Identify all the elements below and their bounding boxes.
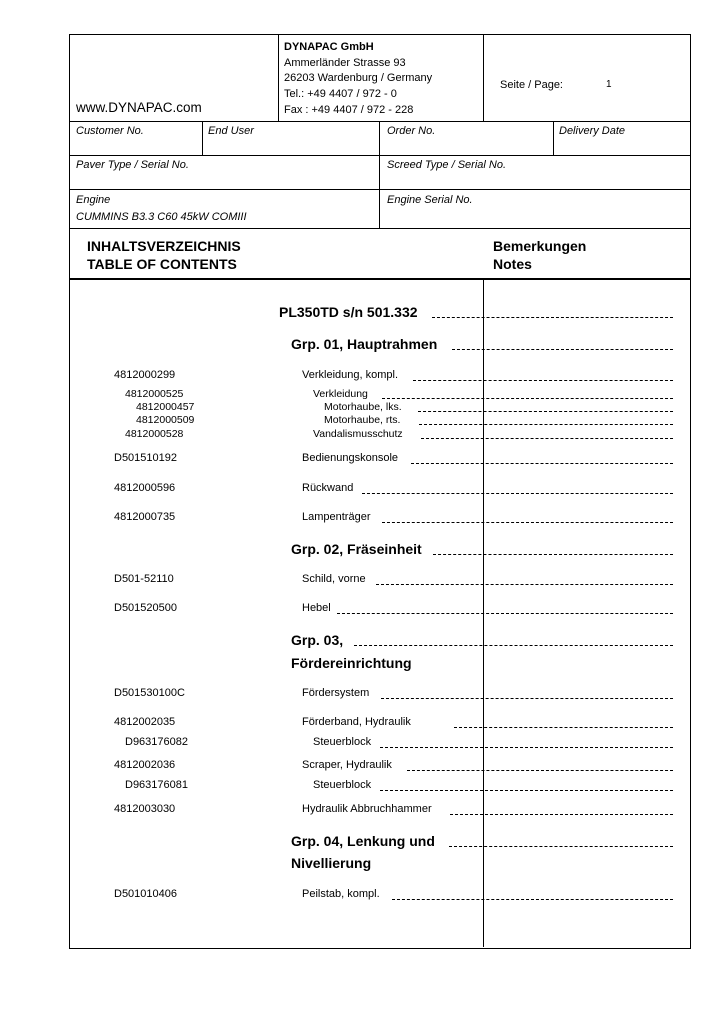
part-number[interactable]: 4812000509 — [136, 414, 195, 426]
part-number[interactable]: 4812000525 — [125, 388, 184, 400]
screed-type-label: Screed Type / Serial No. — [387, 159, 507, 171]
group-heading: Fördereinrichtung — [291, 655, 412, 671]
customer-no-label: Customer No. — [76, 125, 144, 137]
leader-line — [419, 424, 673, 425]
leader-line — [454, 727, 673, 728]
group-heading: Nivellierung — [291, 855, 372, 871]
tel: Tel.: +49 4407 / 972 - 0 — [284, 88, 397, 100]
leader-line — [380, 790, 673, 791]
part-number[interactable]: D501530100C — [114, 687, 185, 699]
engine-value: CUMMINS B3.3 C60 45kW COMIII — [76, 211, 247, 223]
part-description: Förderband, Hydraulik — [302, 716, 411, 728]
toc-title-en: TABLE OF CONTENTS — [87, 256, 237, 272]
address-line2: 26203 Wardenburg / Germany — [284, 72, 433, 84]
order-no-label: Order No. — [387, 125, 436, 137]
leader-line — [392, 899, 673, 900]
part-description: Schild, vorne — [302, 573, 366, 585]
group-heading: Grp. 04, Lenkung und — [291, 833, 435, 849]
leader-line — [421, 438, 673, 439]
delivery-date-label: Delivery Date — [559, 125, 626, 137]
engine-label: Engine — [76, 194, 111, 206]
part-description: Verkleidung, kompl. — [302, 369, 398, 381]
leader-line — [381, 698, 673, 699]
part-number[interactable]: D501-52110 — [114, 573, 174, 585]
part-number[interactable]: 4812000299 — [114, 369, 176, 381]
page-label: Seite / Page: — [500, 79, 563, 91]
part-number[interactable]: 4812000528 — [125, 428, 184, 440]
part-description: Fördersystem — [302, 687, 370, 699]
leader-line — [337, 613, 673, 614]
group-heading: Grp. 03, — [291, 632, 344, 648]
leader-line — [411, 463, 673, 464]
engine-serial-label: Engine Serial No. — [387, 194, 473, 206]
address-line1: Ammerländer Strasse 93 — [284, 57, 406, 69]
leader-line — [433, 554, 673, 555]
leader-line — [452, 349, 673, 350]
header-divider — [483, 34, 484, 122]
part-description: Verkleidung — [313, 388, 368, 400]
leader-line — [432, 317, 673, 318]
part-description: Motorhaube, rts. — [324, 414, 401, 426]
company-name: DYNAPAC GmbH — [284, 41, 374, 53]
leader-line — [376, 584, 673, 585]
part-number[interactable]: 4812002035 — [114, 716, 176, 728]
part-number[interactable]: 4812002036 — [114, 759, 176, 771]
toc-title-de: INHALTSVERZEICHNIS — [87, 238, 241, 254]
part-description: Hebel — [302, 602, 331, 614]
leader-line — [382, 398, 673, 399]
part-number[interactable]: D501520500 — [114, 602, 178, 614]
part-number[interactable]: 4812000457 — [136, 401, 195, 413]
leader-line — [450, 814, 673, 815]
part-description: Steuerblock — [313, 736, 372, 748]
part-number[interactable]: D501010406 — [114, 888, 178, 900]
leader-line — [418, 411, 673, 412]
leader-line — [362, 493, 673, 494]
leader-line — [413, 380, 673, 381]
part-description: Scraper, Hydraulik — [302, 759, 392, 771]
part-description: Lampenträger — [302, 511, 371, 523]
part-number[interactable]: D501510192 — [114, 452, 178, 464]
leader-line — [407, 770, 673, 771]
part-description: Bedienungskonsole — [302, 452, 399, 464]
part-number[interactable]: D963176081 — [125, 779, 189, 791]
part-description: Steuerblock — [313, 779, 372, 791]
notes-title-de: Bemerkungen — [493, 238, 587, 254]
machine-title: PL350TD s/n 501.332 — [279, 304, 418, 320]
website[interactable]: www.DYNAPAC.com — [76, 100, 202, 115]
header-divider — [553, 121, 554, 155]
part-number[interactable]: 4812000596 — [114, 482, 176, 494]
leader-line — [449, 846, 673, 847]
header-divider — [202, 121, 203, 155]
fax: Fax : +49 4407 / 972 - 228 — [284, 104, 414, 116]
group-heading: Grp. 02, Fräseinheit — [291, 541, 422, 557]
part-description: Motorhaube, lks. — [324, 401, 402, 413]
header-divider — [278, 34, 279, 122]
paver-type-label: Paver Type / Serial No. — [76, 159, 189, 171]
part-description: Peilstab, kompl. — [302, 888, 380, 900]
part-number[interactable]: 4812000735 — [114, 511, 176, 523]
group-heading: Grp. 01, Hauptrahmen — [291, 336, 438, 352]
header-divider — [379, 121, 380, 229]
part-description: Hydraulik Abbruchhammer — [302, 803, 432, 815]
page-number: 1 — [606, 79, 612, 90]
leader-line — [380, 747, 673, 748]
part-description: Rückwand — [302, 482, 354, 494]
end-user-label: End User — [208, 125, 254, 137]
part-description: Vandalismusschutz — [313, 428, 403, 440]
part-number[interactable]: D963176082 — [125, 736, 189, 748]
part-number[interactable]: 4812003030 — [114, 803, 176, 815]
leader-line — [382, 522, 673, 523]
leader-line — [354, 645, 673, 646]
notes-title-en: Notes — [493, 256, 532, 272]
